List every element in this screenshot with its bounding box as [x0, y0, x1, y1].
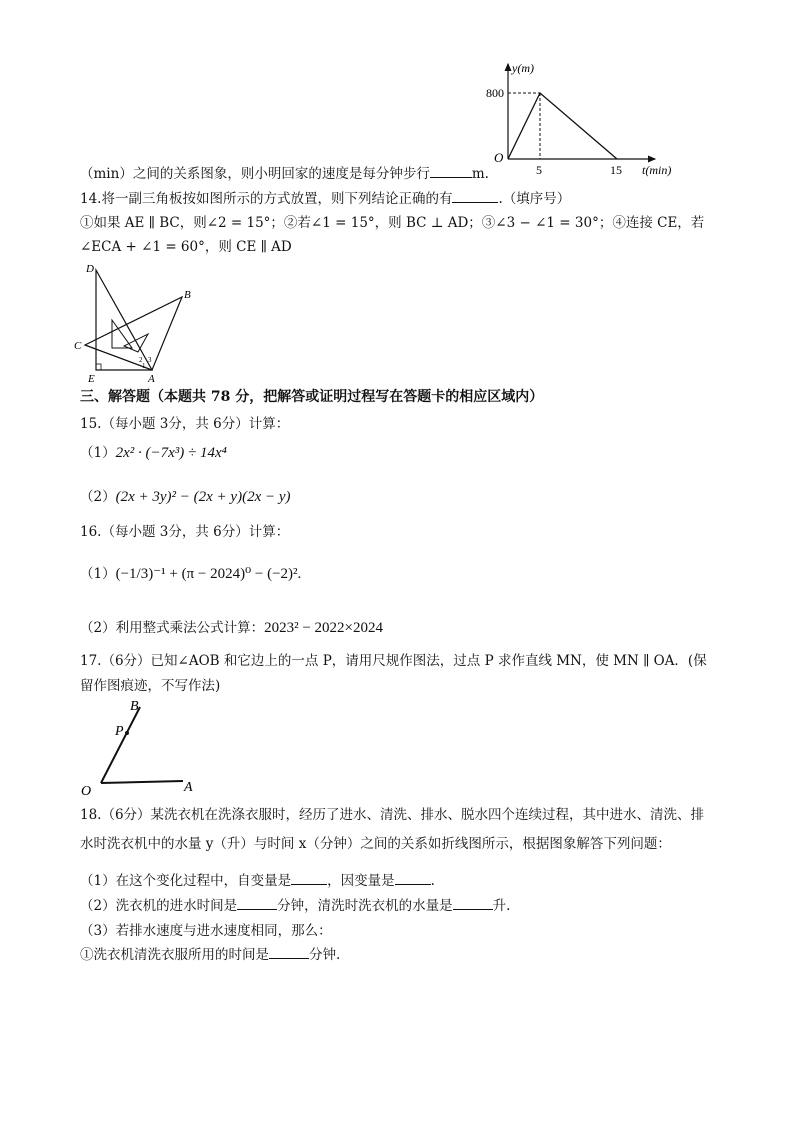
- label-o17: O: [81, 784, 92, 799]
- q18-blank-water-volume[interactable]: [453, 897, 493, 910]
- x-tick-5: 5: [536, 163, 542, 177]
- q18-blank-independent[interactable]: [291, 872, 327, 885]
- triangle-cba: [85, 297, 182, 370]
- q15-part2: [80, 488, 291, 506]
- q18-blank-dependent[interactable]: [395, 872, 431, 885]
- label-e: E: [88, 373, 95, 385]
- inner-triangle-2: [124, 334, 148, 352]
- q13-answer-blank[interactable]: [430, 165, 472, 178]
- q17-line1: 17.（6分）已知∠AOB 和它边上的一点 P，请用尺规作图法，过点 P 求作直线 MN，使 MN ∥ OA．(保: [80, 653, 707, 669]
- q16-part2: [80, 619, 383, 637]
- q18-blank-intake-time[interactable]: [237, 897, 277, 910]
- ray-ob: [101, 707, 140, 783]
- label-b17: B: [130, 699, 139, 714]
- angle-2: 2: [139, 356, 143, 364]
- angle-1: 1: [142, 362, 146, 370]
- q18-sub1: [80, 872, 435, 890]
- section-3-heading: 三、解答题（本题共 78 分，把解答或证明过程写在答题卡的相应区域内）: [80, 389, 544, 405]
- y-tick-800: 800: [486, 86, 504, 100]
- q18-s3-1a: ①洗衣机清洗衣服所用的时间是: [80, 947, 269, 963]
- q18-s3-1b: 分钟.: [309, 947, 341, 963]
- q18-line1: 18.（6分）某洗衣机在洗涤衣服时，经历了进水、清洗、排水、脱水四个连续过程，其中进水、清洗、排: [80, 807, 705, 823]
- right-angle-mark: [96, 364, 101, 370]
- q18-line2: 水时洗衣机中的水量 y（升）与时间 x（分钟）之间的关系如折线图所示，根据图象解答下列问题：: [80, 836, 671, 852]
- q15-part1: [80, 444, 227, 462]
- graph-line: [508, 93, 617, 159]
- q14-stem: 14.将一副三角板按如图所示的方式放置，则下列结论正确的有: [80, 191, 453, 207]
- triangle-dea: [96, 270, 152, 370]
- label-p17: P: [115, 724, 124, 739]
- q18-s2a: （2）洗衣机的进水时间是: [80, 898, 238, 914]
- q18-s1a: （1）在这个变化过程中，自变量是: [80, 873, 292, 889]
- q14-answer-blank[interactable]: [452, 190, 498, 203]
- point-p: [125, 731, 129, 735]
- q14-line2: ①如果 AE ∥ BC，则∠2 = 15°；②若∠1 = 15°，则 BC ⊥ AD；③∠3 − ∠1 = 30°；④连接 CE，若: [80, 215, 705, 231]
- y-axis-label: y(m): [512, 61, 534, 75]
- x-tick-15: 15: [610, 163, 622, 177]
- q16-p2-expr: 2023² − 2022×2024: [264, 620, 384, 636]
- q13-unit: m.: [471, 166, 489, 182]
- q15-p2-expr: (2x + 3y)² − (2x + y)(2x − y): [115, 489, 291, 505]
- q15-p1-expr: 2x² · (−7x³) ÷ 14x⁴: [115, 445, 227, 461]
- q18-s2c: 升.: [492, 898, 511, 914]
- q14-line1: [80, 190, 570, 208]
- q13-text: （min）之间的关系图象，则小明回家的速度是每分钟步行: [80, 166, 430, 182]
- q17-line2: 留作图痕迹，不写作法): [80, 678, 221, 694]
- label-b: B: [184, 289, 191, 301]
- t-axis-label: t(min): [642, 163, 672, 177]
- q16-p1-expr: (−1/3)⁻¹ + (π − 2024)⁰ − (−2)².: [115, 566, 302, 582]
- q14-stem-end: .（填序号）: [498, 191, 571, 207]
- q16-p1-label: （1）: [80, 566, 116, 582]
- label-a: A: [148, 373, 155, 385]
- q15-p2-label: （2）: [80, 489, 116, 505]
- q18-sub2: [80, 897, 510, 915]
- q13-tail: [80, 165, 489, 183]
- q16-header: 16.（每小题 3分，共 6分）计算：: [80, 524, 290, 540]
- q18-sub3: （3）若排水速度与进水速度相同，那么：: [80, 923, 332, 939]
- origin-label: O: [494, 150, 504, 165]
- q18-s1c: .: [430, 873, 435, 889]
- q15-p1-label: （1）: [80, 445, 116, 461]
- q18-s1b: ，因变量是: [327, 873, 395, 889]
- ray-oa: [101, 781, 183, 783]
- angle-3: 3: [148, 356, 152, 364]
- angle-aob-figure: [78, 695, 208, 800]
- q14-line3: ∠ECA + ∠1 = 60°，则 CE ∥ AD: [80, 239, 292, 255]
- q16-p2-label: （2）利用整式乘法公式计算：: [80, 620, 265, 636]
- q15-header: 15.（每小题 3分，共 6分）计算：: [80, 416, 290, 432]
- q18-s2b: 分钟，清洗时洗衣机的水量是: [277, 898, 453, 914]
- label-c: C: [74, 340, 82, 352]
- q18-sub3-1: [80, 946, 340, 964]
- q18-blank-wash-time[interactable]: [269, 946, 309, 959]
- label-d: D: [86, 263, 94, 275]
- label-a17: A: [184, 780, 193, 795]
- q16-part1: [80, 565, 301, 583]
- distance-time-graph: [486, 58, 690, 183]
- triangle-rulers-figure: [72, 258, 202, 388]
